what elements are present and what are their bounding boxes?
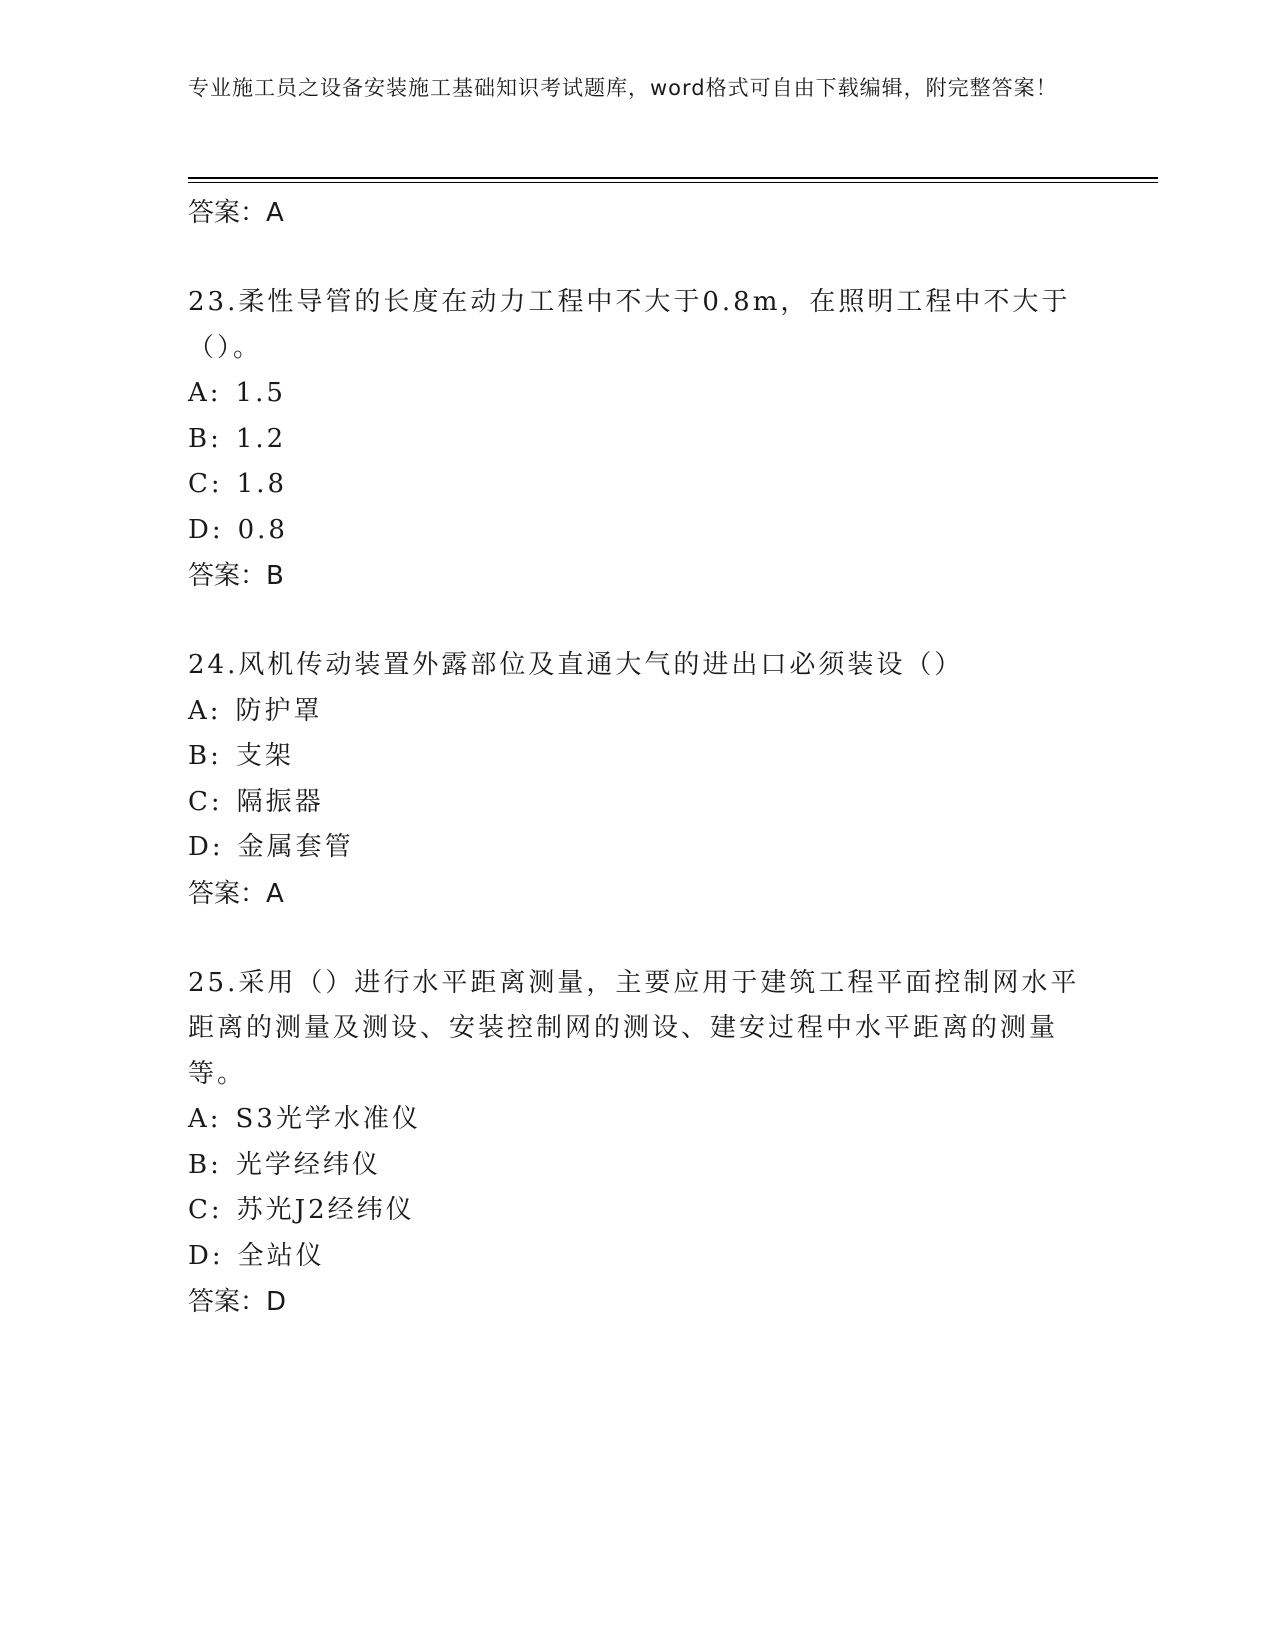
answer-line: 答案：A xyxy=(188,878,284,909)
answer-line: 答案：D xyxy=(188,1287,287,1317)
option-letter: C: xyxy=(188,786,223,817)
question-text: 23.柔性导管的长度在动力工程中不大于0.8m，在照明工程中不大于（）。 xyxy=(188,287,1071,363)
option-letter: D: xyxy=(188,832,224,862)
option-c xyxy=(188,462,1088,508)
question-text: 25.采用（）进行水平距离测量，主要应用于建筑工程平面控制网水平距离的测量及测设、安装控制网的测设、建安过程中水平距离的测量等。 xyxy=(188,967,1080,1089)
option-text: 0.8 xyxy=(237,514,288,545)
option-text: 全站仪 xyxy=(237,1240,325,1271)
answer-line: 答案：B xyxy=(188,561,284,591)
header-divider-thin xyxy=(188,182,1158,183)
option-letter: C: xyxy=(188,1195,223,1225)
option-letter: A: xyxy=(188,695,222,726)
option-a xyxy=(188,371,1088,417)
option-d xyxy=(188,1234,1088,1280)
option-text: 隔振器 xyxy=(236,786,324,817)
option-text: 苏光J2经纬仪 xyxy=(236,1195,415,1225)
document-body xyxy=(188,190,1088,1325)
option-text: S3光学水准仪 xyxy=(235,1104,421,1134)
option-b xyxy=(188,417,1088,463)
option-text: 光学经纬仪 xyxy=(235,1149,381,1180)
header-divider-thick xyxy=(188,177,1158,179)
question-block xyxy=(188,643,1088,917)
option-letter: D: xyxy=(188,514,224,545)
option-text: 防护罩 xyxy=(235,695,323,726)
option-d xyxy=(188,825,1088,871)
option-b xyxy=(188,1143,1088,1189)
option-letter: A: xyxy=(188,378,222,408)
option-letter: B: xyxy=(188,423,222,454)
option-c xyxy=(188,780,1088,826)
question-block xyxy=(188,280,1088,599)
question-block xyxy=(188,961,1088,1326)
option-c xyxy=(188,1188,1088,1234)
option-letter: D: xyxy=(188,1240,224,1271)
document-header: 专业施工员之设备安装施工基础知识考试题库，word格式可自由下载编辑，附完整答案！ xyxy=(188,76,1058,100)
option-letter: C: xyxy=(188,469,223,499)
option-b xyxy=(188,734,1088,780)
option-a xyxy=(188,689,1088,735)
option-text: 1.5 xyxy=(235,378,286,408)
option-text: 金属套管 xyxy=(237,832,354,862)
option-letter: B: xyxy=(188,741,222,771)
option-text: 1.8 xyxy=(236,469,288,499)
option-a xyxy=(188,1097,1088,1143)
answer-line: 答案：A xyxy=(188,198,284,228)
option-text: 1.2 xyxy=(235,423,287,454)
question-text: 24.风机传动装置外露部位及直通大气的进出口必须装设（） xyxy=(188,650,964,680)
option-letter: B: xyxy=(188,1149,222,1180)
option-text: 支架 xyxy=(235,741,294,771)
option-d xyxy=(188,508,1088,554)
option-letter: A: xyxy=(188,1104,222,1134)
